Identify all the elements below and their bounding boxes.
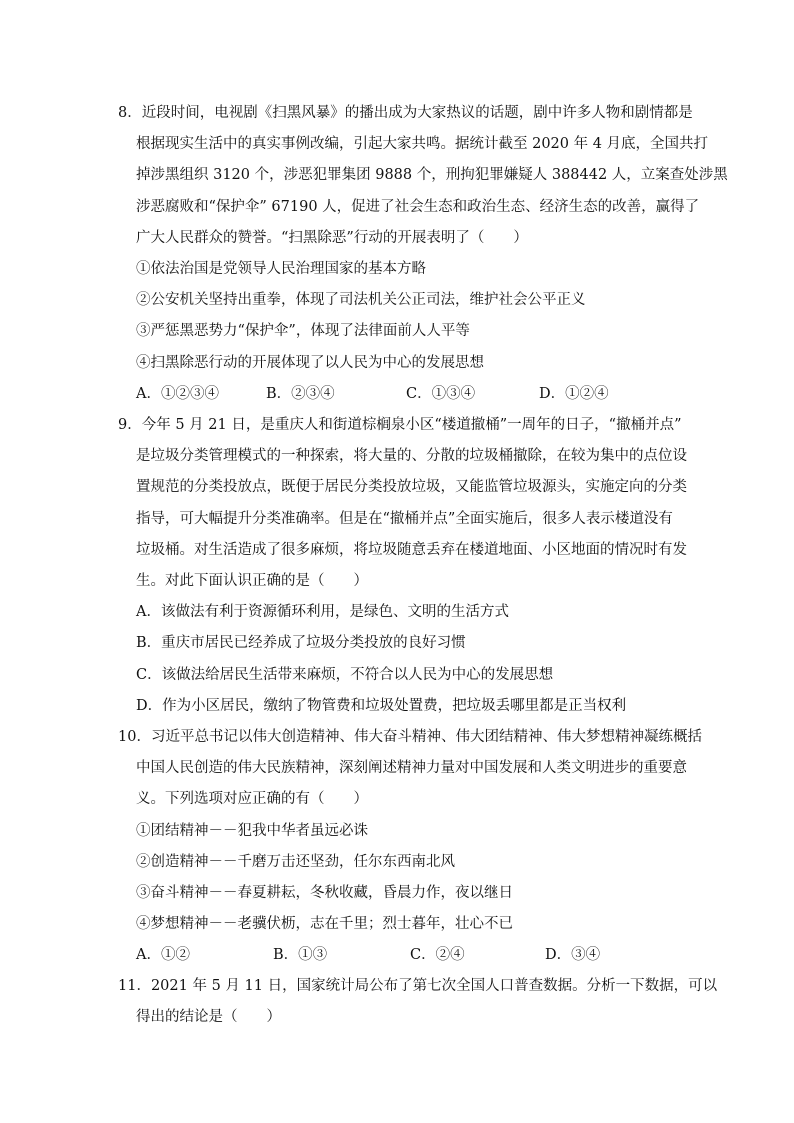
option-d[interactable]: D．①②④ <box>539 385 609 402</box>
question-stem-line: 10．习近平总书记以伟大创造精神、伟大奋斗精神、伟大团结精神、伟大梦想精神凝练概括 <box>118 729 702 745</box>
option-b[interactable]: B．②③④ <box>266 385 335 402</box>
option-a[interactable]: A．该做法有利于资源循环利用，是绿色、文明的生活方式 <box>136 604 509 621</box>
question-stem-line: 涉恶腐败和“保护伞” 67190 人，促进了社会生态和政治生态、经济生态的改善，赢得了 <box>136 198 700 215</box>
statement-item: ①团结精神－－犯我中华者虽远必诛 <box>136 822 368 839</box>
question-stem-line: 生。对此下面认识正确的是（ ） <box>136 572 368 589</box>
question-stem-line: 11．2021 年 5 月 11 日，国家统计局公布了第七次全国人口普查数据。分析一下数据，可以 <box>118 978 718 994</box>
question-stem-line: 指导，可大幅提升分类准确率。但是在“撤桶并点”全面实施后，很多人表示楼道没有 <box>136 510 673 527</box>
option-a[interactable]: A．①②③④ <box>136 385 219 402</box>
statement-item: ④扫黑除恶行动的开展体现了以人民为中心的发展思想 <box>136 354 484 371</box>
option-d[interactable]: D．作为小区居民，缴纳了物管费和垃圾处置费，把垃圾丢哪里都是正当权利 <box>136 697 627 714</box>
options-row <box>118 940 678 971</box>
question-stem-line: 9．今年 5 月 21 日，是重庆人和街道棕榈泉小区“楼道撤桶”一周年的日子，“撤桶并点” <box>118 417 682 433</box>
question-11 <box>118 971 718 1033</box>
question-stem-line: 根据现实生活中的真实事例改编，引起大家共鸣。据统计截至 2020 年 4 月底，全国共打 <box>136 136 709 153</box>
option-a[interactable]: A．①② <box>136 947 190 964</box>
statement-item: ④梦想精神－－老骥伏枥，志在千里；烈士暮年，壮心不已 <box>136 916 513 933</box>
question-10 <box>118 722 702 972</box>
question-stem-line: 得出的结论是（ ） <box>136 1009 281 1026</box>
question-stem-line: 垃圾桶。对生活造成了很多麻烦，将垃圾随意丢弃在楼道地面、小区地面的情况时有发 <box>136 541 687 558</box>
question-stem-line: 8．近段时间，电视剧《扫黑风暴》的播出成为大家热议的话题，剧中许多人物和剧情都是 <box>118 105 693 121</box>
option-c[interactable]: C．②④ <box>410 947 465 964</box>
options-row <box>118 379 678 410</box>
statement-item: ③严惩黑恶势力“保护伞”，体现了法律面前人人平等 <box>136 323 470 340</box>
statement-item: ②创造精神－－千磨万击还坚劲，任尔东西南北风 <box>136 853 455 870</box>
question-stem-line: 掉涉黑组织 3120 个，涉恶犯罪集团 9888 个，刑拘犯罪嫌疑人 388442 人，立案查处涉黑 <box>136 167 728 184</box>
question-stem-line: 广大人民群众的赞誉。“扫黑除恶”行动的开展表明了（ ） <box>136 229 528 246</box>
option-c[interactable]: C．①③④ <box>406 385 476 402</box>
question-stem-line: 置规范的分类投放点，既便于居民分类投放垃圾，又能监管垃圾源头，实施定向的分类 <box>136 479 687 496</box>
statement-item: ③奋斗精神－－春夏耕耘，冬秋收藏，昏晨力作，夜以继日 <box>136 884 513 901</box>
question-9 <box>118 410 687 722</box>
option-b[interactable]: B．①③ <box>273 947 328 964</box>
statement-item: ②公安机关坚持出重拳，体现了司法机关公正司法，维护社会公平正义 <box>136 292 586 309</box>
option-d[interactable]: D．③④ <box>545 947 601 964</box>
option-b[interactable]: B．重庆市居民已经养成了垃圾分类投放的良好习惯 <box>136 635 466 652</box>
question-stem-line: 中国人民创造的伟大民族精神，深刻阐述精神力量对中国发展和人类文明进步的重要意 <box>136 760 687 777</box>
question-stem-line: 是垃圾分类管理模式的一种探索，将大量的、分散的垃圾桶撤除，在较为集中的点位设 <box>136 448 687 465</box>
option-c[interactable]: C．该做法给居民生活带来麻烦，不符合以人民为中心的发展思想 <box>136 666 554 683</box>
question-stem-line: 义。下列选项对应正确的有（ ） <box>136 791 368 808</box>
statement-item: ①依法治国是党领导人民治理国家的基本方略 <box>136 260 426 277</box>
question-8 <box>118 98 728 410</box>
